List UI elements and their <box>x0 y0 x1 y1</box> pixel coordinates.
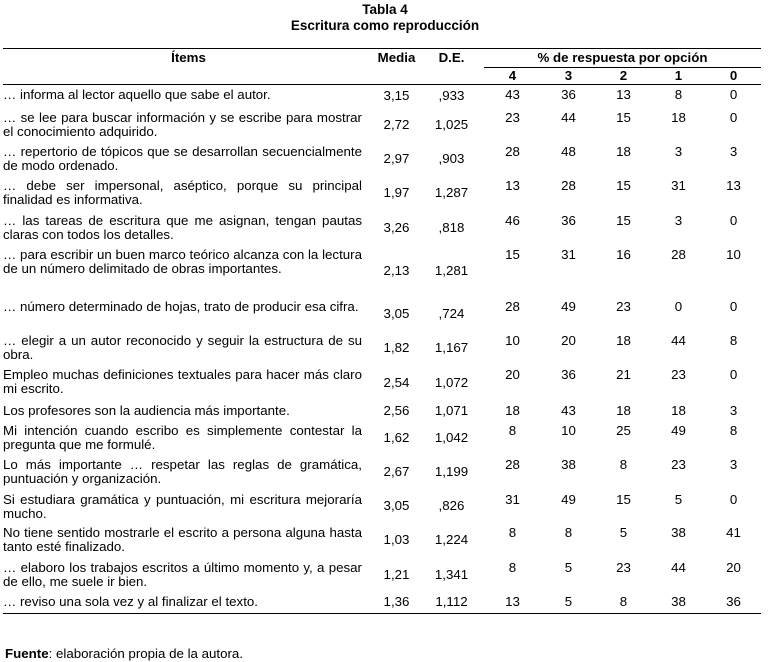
sd-cell: 1,167 <box>434 339 469 355</box>
source-text: : elaboración propia de la autora. <box>48 646 244 661</box>
percent-cell: 31 <box>671 177 686 193</box>
percent-cell: 0 <box>729 212 738 228</box>
percent-cell: 49 <box>561 491 576 507</box>
item-cell: … informa al lector aquello que sabe el autor. <box>3 87 271 102</box>
percent-cell: 36 <box>561 212 576 228</box>
sd-cell: 1,042 <box>434 429 469 445</box>
percent-cell: 48 <box>561 143 576 159</box>
header-option: 2 <box>596 68 651 85</box>
percent-cell: 18 <box>616 402 631 418</box>
percent-cell: 15 <box>616 109 631 125</box>
percent-cell: 0 <box>674 298 683 314</box>
percent-cell: 0 <box>729 366 738 382</box>
percent-cell: 3 <box>729 456 738 472</box>
sd-cell: ,903 <box>438 150 465 166</box>
percent-cell: 18 <box>671 402 686 418</box>
percent-cell: 5 <box>674 491 683 507</box>
percent-cell: 13 <box>505 177 520 193</box>
item-cell: Empleo muchas definiciones textuales para hacer más claro mi escrito. <box>3 366 362 396</box>
percent-cell: 23 <box>671 366 686 382</box>
header-sd: D.E. <box>419 49 484 85</box>
mean-cell: 2,97 <box>383 150 410 166</box>
percent-cell: 0 <box>729 491 738 507</box>
table-number: Tabla 4 <box>362 2 408 17</box>
percent-cell: 18 <box>505 402 520 418</box>
percent-cell: 31 <box>505 491 520 507</box>
item-cell: Lo más importante … respetar las reglas de gramática, puntuación y organización. <box>3 456 362 486</box>
table-row <box>3 331 761 365</box>
item-cell: Mi intención cuando escribo es simplemente contestar la pregunta que me formulé. <box>3 422 362 452</box>
table-row <box>3 176 761 211</box>
percent-cell: 10 <box>726 246 741 262</box>
header-option: 1 <box>651 68 706 85</box>
table-row <box>3 85 761 108</box>
header-option: 0 <box>706 68 761 85</box>
sd-cell: 1,341 <box>434 566 469 582</box>
percent-cell: 38 <box>671 524 686 540</box>
sd-cell: 1,025 <box>434 116 469 132</box>
percent-cell: 23 <box>671 456 686 472</box>
percent-cell: 16 <box>616 246 631 262</box>
percent-cell: 28 <box>671 246 686 262</box>
percent-cell: 25 <box>616 422 631 438</box>
percent-cell: 18 <box>616 143 631 159</box>
percent-cell: 31 <box>561 246 576 262</box>
percent-cell: 5 <box>541 592 596 614</box>
sd-cell: 1,199 <box>434 464 469 479</box>
sd-cell: 1,072 <box>434 374 469 390</box>
percent-cell: 44 <box>561 109 576 125</box>
percent-cell: 8 <box>674 87 683 102</box>
percent-cell: 20 <box>726 559 741 575</box>
mean-cell: 3,26 <box>383 219 410 235</box>
mean-cell: 1,62 <box>383 429 410 445</box>
percent-cell: 43 <box>561 402 576 418</box>
table-row <box>3 558 761 592</box>
percent-cell: 8 <box>564 524 573 540</box>
table-row <box>3 245 761 297</box>
table-row <box>3 455 761 490</box>
table-row <box>3 592 761 614</box>
mean-cell: 1,36 <box>374 592 419 614</box>
percent-cell: 23 <box>616 298 631 314</box>
percent-cell: 49 <box>561 298 576 314</box>
percent-cell: 18 <box>671 109 686 125</box>
data-table <box>3 48 761 614</box>
sd-cell: ,933 <box>438 88 465 104</box>
percent-cell: 44 <box>671 332 686 348</box>
percent-cell: 10 <box>505 332 520 348</box>
sd-cell: ,826 <box>438 498 465 513</box>
percent-cell: 49 <box>671 422 686 438</box>
table-row <box>3 523 761 558</box>
table-row <box>3 421 761 455</box>
table-title: Escritura como reproducción <box>290 18 480 33</box>
percent-cell: 8 <box>729 422 738 438</box>
item-cell: … se lee para buscar información y se escribe para mostrar el conocimiento adquirido. <box>3 109 362 139</box>
percent-cell: 36 <box>561 366 576 382</box>
percent-cell: 8 <box>508 422 517 438</box>
mean-cell: 2,56 <box>383 402 410 418</box>
percent-cell: 28 <box>561 177 576 193</box>
percent-cell: 23 <box>616 559 631 575</box>
percent-cell: 3 <box>674 143 683 159</box>
mean-cell: 3,15 <box>383 88 410 104</box>
percent-cell: 15 <box>616 212 631 228</box>
sd-cell: 1,287 <box>434 185 469 200</box>
mean-cell: 1,97 <box>383 185 410 200</box>
mean-cell: 2,13 <box>383 262 410 278</box>
percent-cell: 8 <box>596 592 651 614</box>
percent-cell: 20 <box>561 332 576 348</box>
percent-cell: 13 <box>616 87 631 102</box>
percent-cell: 0 <box>729 109 738 125</box>
percent-cell: 8 <box>619 456 628 472</box>
percent-cell: 36 <box>561 87 576 102</box>
percent-cell: 0 <box>729 87 738 102</box>
percent-cell: 3 <box>729 402 738 418</box>
table-row <box>3 108 761 142</box>
sd-cell: 1,071 <box>434 402 469 418</box>
header-items: Ítems <box>3 49 374 85</box>
percent-cell: 44 <box>671 559 686 575</box>
header-percent: % de respuesta por opción <box>484 49 761 68</box>
table-row <box>3 211 761 245</box>
percent-cell: 15 <box>505 246 520 262</box>
item-cell: Los profesores son la audiencia más importante. <box>3 402 290 418</box>
percent-cell: 13 <box>484 592 541 614</box>
percent-cell: 28 <box>505 143 520 159</box>
percent-cell: 21 <box>616 366 631 382</box>
percent-cell: 46 <box>505 212 520 228</box>
percent-cell: 13 <box>726 177 741 193</box>
percent-cell: 23 <box>505 109 520 125</box>
percent-cell: 43 <box>505 87 520 102</box>
source-label: Fuente <box>5 646 49 661</box>
sd-cell: 1,281 <box>434 262 469 278</box>
mean-cell: 1,03 <box>383 532 410 547</box>
percent-cell: 28 <box>505 456 520 472</box>
header-mean: Media <box>374 49 419 85</box>
percent-cell: 5 <box>619 524 628 540</box>
percent-cell: 10 <box>561 422 576 438</box>
sd-cell: 1,112 <box>419 592 484 614</box>
mean-cell: 2,67 <box>383 464 410 479</box>
sd-cell: ,818 <box>438 219 465 235</box>
sd-cell: ,724 <box>438 305 465 321</box>
mean-cell: 1,82 <box>383 339 410 355</box>
percent-cell: 41 <box>726 524 741 540</box>
table-row <box>3 365 761 401</box>
mean-cell: 1,21 <box>383 566 410 582</box>
percent-cell: 8 <box>508 524 517 540</box>
table-row <box>3 401 761 421</box>
mean-cell: 3,05 <box>383 305 410 321</box>
percent-cell: 8 <box>508 559 517 575</box>
item-cell: … las tareas de escritura que me asignan, tengan pautas claras con todos los detalles. <box>3 212 362 242</box>
table-row <box>3 142 761 176</box>
percent-cell: 18 <box>616 332 631 348</box>
mean-cell: 2,72 <box>383 116 410 132</box>
item-cell: … número determinado de hojas, trato de producir esa cifra. <box>3 298 359 314</box>
item-cell: Si estudiara gramática y puntuación, mi escritura mejoraría mucho. <box>3 491 362 521</box>
percent-cell: 28 <box>505 298 520 314</box>
percent-cell: 38 <box>561 456 576 472</box>
percent-cell: 36 <box>706 592 761 614</box>
item-cell: … elegir a un autor reconocido y seguir la estructura de su obra. <box>3 332 362 362</box>
sd-cell: 1,224 <box>434 532 469 547</box>
percent-cell: 3 <box>674 212 683 228</box>
percent-cell: 15 <box>616 491 631 507</box>
item-cell: … elaboro los trabajos escritos a último momento y, a pesar de ello, me suele ir bien. <box>3 559 362 589</box>
percent-cell: 5 <box>564 559 573 575</box>
percent-cell: 8 <box>729 332 738 348</box>
item-cell: … reviso una sola vez y al finalizar el texto. <box>3 592 374 614</box>
item-cell: … para escribir un buen marco teórico alcanza con la lectura de un número delimitado de obras importantes. <box>3 246 362 276</box>
item-cell: … debe ser impersonal, aséptico, porque su principal finalidad es informativa. <box>3 177 362 207</box>
item-cell: No tiene sentido mostrarle el escrito a persona alguna hasta tanto esté finalizado. <box>3 524 362 554</box>
header-option: 4 <box>484 68 541 85</box>
table-row <box>3 490 761 523</box>
percent-cell: 3 <box>729 143 738 159</box>
percent-cell: 0 <box>729 298 738 314</box>
percent-cell: 38 <box>651 592 706 614</box>
mean-cell: 2,54 <box>383 374 410 390</box>
percent-cell: 15 <box>616 177 631 193</box>
table-row <box>3 297 761 331</box>
mean-cell: 3,05 <box>383 498 410 513</box>
header-option: 3 <box>541 68 596 85</box>
percent-cell: 20 <box>505 366 520 382</box>
item-cell: … repertorio de tópicos que se desarrollan secuencialmente de modo ordenado. <box>3 143 362 173</box>
source-note <box>5 646 243 661</box>
